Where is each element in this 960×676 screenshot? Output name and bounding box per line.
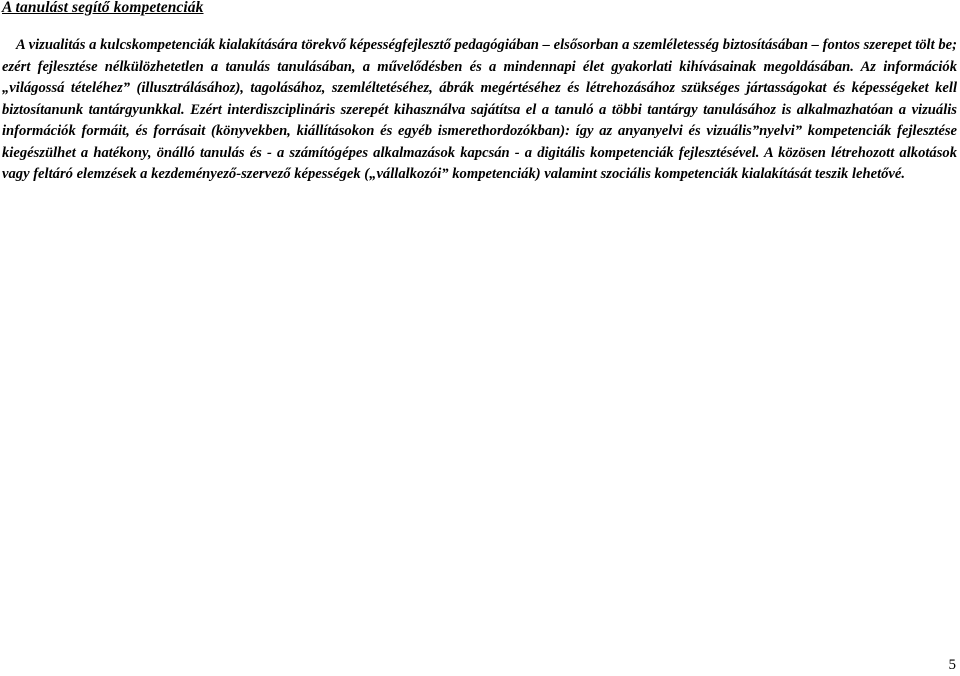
section-heading: A tanulást segítő kompetenciák (2, 0, 204, 16)
page-number: 5 (948, 657, 956, 673)
body-paragraph: A vizualitás a kulcskompetenciák kialakítására törekvő képességfejlesztő pedagógiában – elsősorban a szemléletesség biztosításában – fontos szerepet tölt be; ezért fejlesztése nélkülözhetetlen a tanulás tanulásában, a művelődésben és a mindennapi élet gyakorlati kihívásainak megoldásában. Az információk „világossá tételéhez” (illusztrálásához), tagolásához, szemléltetéséhez, ábrák megértéséhez és létrehozásához szükséges jártasságokat és képességeket kell biztosítanunk tantárgyunkkal. Ezért interdiszciplináris szerepét kihasználva sajátítsa el a tanuló a többi tantárgy tanulásához is alkalmazhatóan a vizuális információk formáit, és forrásait (könyvekben, kiállításokon és egyéb ismerethordozókban): így az anyanyelvi és vizuális”nyelvi” kompetenciák fejlesztése kiegészülhet a hatékony, önálló tanulás és - a számítógépes alkalmazások kapcsán - a digitális kompetenciák fejlesztésével. A közösen létrehozott alkotások vagy feltáró elemzések a kezdeményező-szervező képességek („vállalkozói” kompetenciák) valamint szociális kompetenciák kialakítását teszik lehetővé. (2, 37, 957, 182)
